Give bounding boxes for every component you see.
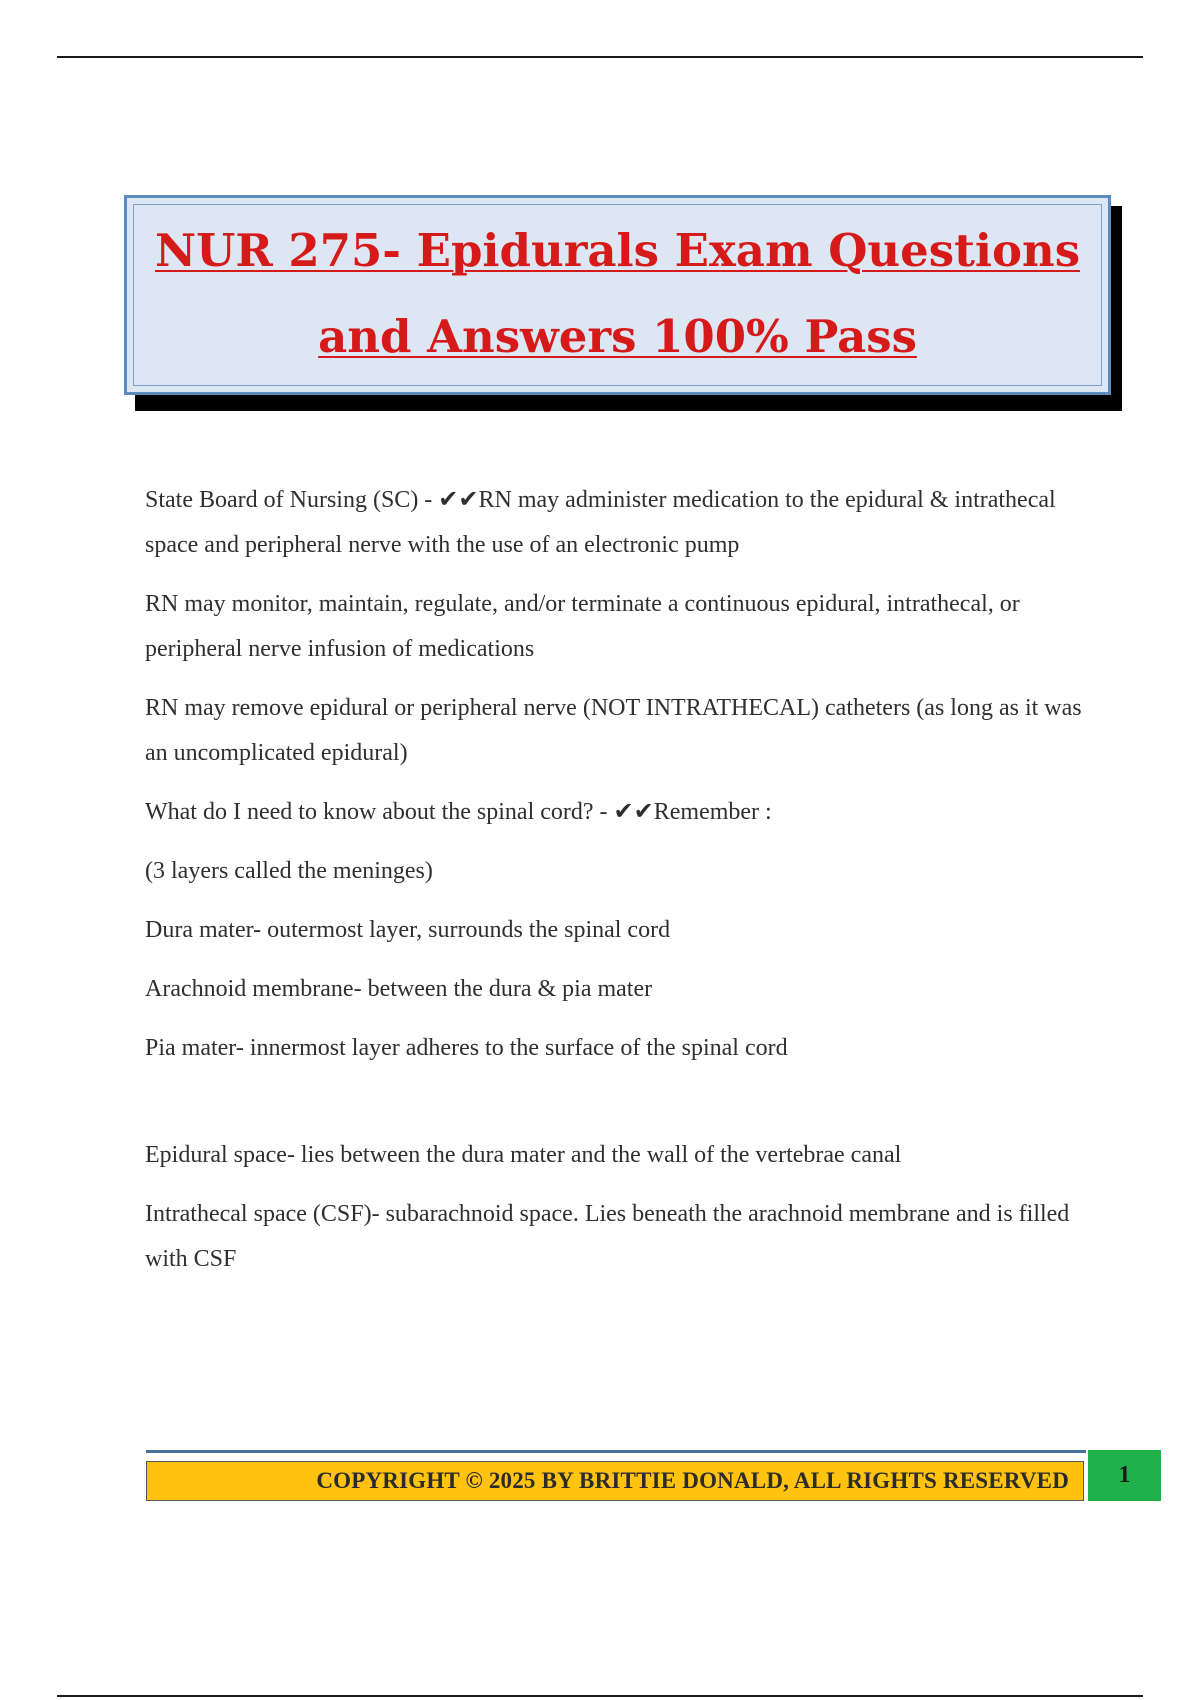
paragraph: RN may monitor, maintain, regulate, and/or terminate a continuous epidural, intrathecal, or peripheral nerve infusion of medications [145,591,1020,662]
footer-rule [146,1450,1086,1453]
copyright-text: COPYRIGHT © 2025 BY BRITTIE DONALD, ALL RIGHTS RESERVED [316,1468,1069,1493]
paragraph: What do I need to know about the spinal cord? - ✔✔Remember : [145,799,772,825]
footer-bar [146,1461,1084,1501]
paragraph: RN may remove epidural or peripheral nerve (NOT INTRATHECAL) catheters (as long as it was an uncomplicated epidural) [145,695,1082,766]
paragraph: Intrathecal space (CSF)- subarachnoid space. Lies beneath the arachnoid membrane and is filled with CSF [145,1201,1070,1272]
document-title: NUR 275- Epidurals Exam Questions and Answers 100% Pass [154,224,1081,363]
paragraph: Arachnoid membrane- between the dura & pia mater [145,976,653,1002]
paragraph: State Board of Nursing (SC) - ✔✔RN may administer medication to the epidural & intrathecal space and peripheral nerve with the use of an electronic pump [145,487,1056,558]
bottom-rule [57,1695,1143,1697]
paragraph: Dura mater- outermost layer, surrounds the spinal cord [145,917,671,943]
document-body [145,478,1095,1296]
paragraph: (3 layers called the meninges) [145,858,433,884]
paragraph: Pia mater- innermost layer adheres to the surface of the spinal cord [145,1035,788,1061]
page-number: 1 [1088,1450,1161,1501]
title-box [124,195,1111,395]
paragraph: Epidural space- lies between the dura mater and the wall of the vertebrae canal [145,1142,902,1168]
top-rule [57,56,1143,58]
